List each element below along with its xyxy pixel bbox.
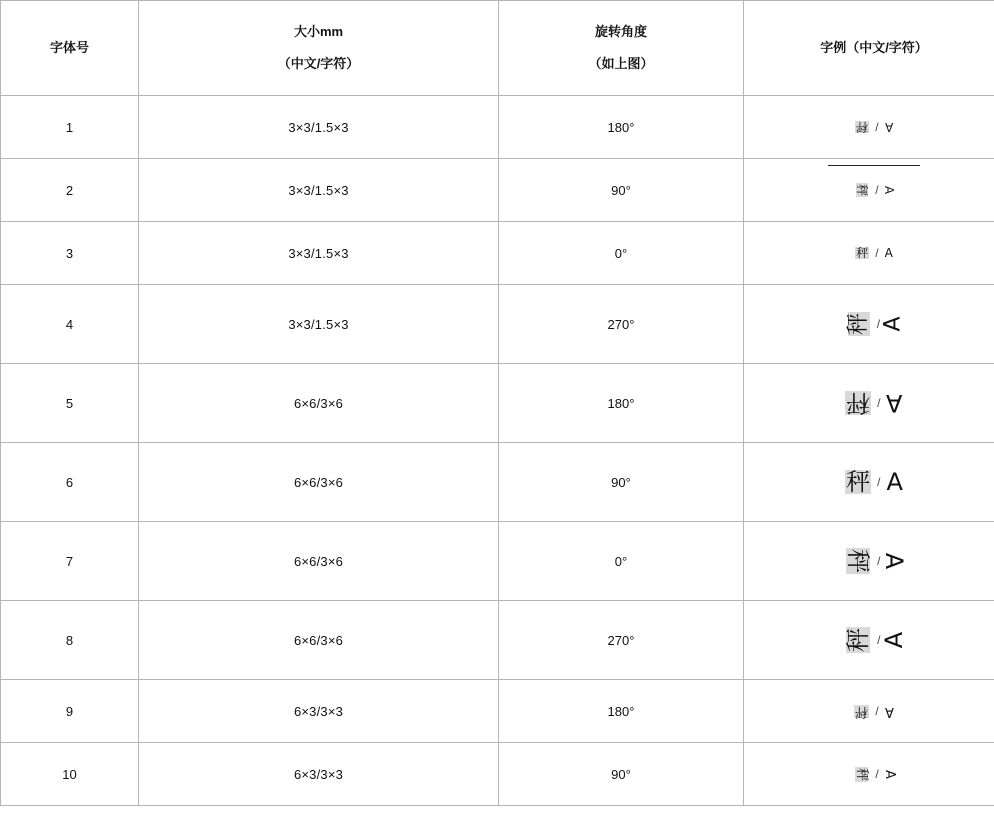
sample-latin-glyph: A <box>880 631 909 649</box>
cell-rotation-angle: 90° <box>499 159 744 222</box>
cell-size: 6×6/3×6 <box>139 364 499 443</box>
cell-font-id: 4 <box>1 285 139 364</box>
cell-sample <box>744 601 994 680</box>
sample-latin-glyph: A <box>880 316 906 332</box>
sample-latin-glyph: A <box>880 552 909 570</box>
cell-font-id: 7 <box>1 522 139 601</box>
cell-font-id: 3 <box>1 222 139 285</box>
sample-separator: / <box>877 396 881 410</box>
sample-chinese-glyph: 秤 <box>855 183 870 197</box>
cell-rotation-angle: 90° <box>499 443 744 522</box>
column-header-font-id <box>1 1 139 96</box>
cell-rotation-angle: 270° <box>499 601 744 680</box>
cell-rotation-angle: 90° <box>499 743 744 806</box>
table-row <box>1 443 994 522</box>
cell-font-id: 10 <box>1 743 139 806</box>
column-header-font-id-line1: 字体号 <box>49 40 89 55</box>
cell-rotation-angle: 0° <box>499 522 744 601</box>
cell-font-id: 8 <box>1 601 139 680</box>
sample-latin-glyph: A <box>886 389 903 417</box>
cell-size: 3×3/1.5×3 <box>139 96 499 159</box>
sample-latin-glyph: A <box>881 185 896 195</box>
cell-size: 3×3/1.5×3 <box>139 285 499 364</box>
column-header-rotation <box>499 1 744 96</box>
sample-separator: / <box>877 554 881 568</box>
sample-separator: / <box>877 633 881 647</box>
table-body <box>1 96 994 806</box>
cell-font-id: 6 <box>1 443 139 522</box>
sample-chinese-glyph: 秤 <box>846 468 871 496</box>
cell-size: 6×6/3×6 <box>139 601 499 680</box>
sample-separator: / <box>875 767 879 781</box>
cell-size: 6×6/3×6 <box>139 443 499 522</box>
cell-sample <box>744 159 994 222</box>
sample-separator: / <box>877 475 881 489</box>
sample-chinese-glyph: 秤 <box>844 549 873 573</box>
cell-sample <box>744 222 994 285</box>
cell-size: 6×6/3×6 <box>139 522 499 601</box>
sample-latin-glyph: A <box>881 769 897 779</box>
sample-preview <box>744 743 994 805</box>
sample-latin-glyph: A <box>884 120 893 134</box>
cell-sample <box>744 285 994 364</box>
sample-separator: / <box>876 317 881 331</box>
sample-preview <box>744 443 994 521</box>
table-row <box>1 680 994 743</box>
column-header-size <box>139 1 499 96</box>
sample-preview <box>744 222 994 284</box>
table-row <box>1 285 994 364</box>
column-header-sample <box>744 1 994 96</box>
sample-baseline-rule <box>828 165 920 166</box>
sample-separator: / <box>875 704 879 718</box>
sample-chinese-glyph: 秤 <box>855 703 869 719</box>
sample-preview <box>744 159 994 221</box>
cell-sample <box>744 364 994 443</box>
column-header-rotation-line1: 旋转角度 <box>594 24 647 39</box>
cell-font-id: 5 <box>1 364 139 443</box>
table-row <box>1 743 994 806</box>
sample-preview <box>744 364 994 442</box>
sample-chinese-glyph: 秤 <box>854 767 870 781</box>
column-header-size-line1: 大小mm <box>293 24 344 39</box>
column-header-sample-line1: 字例（中文/字符） <box>820 40 928 55</box>
table-header <box>1 1 994 96</box>
cell-sample <box>744 443 994 522</box>
column-header-size-line2: （中文/字符） <box>277 56 360 71</box>
cell-size: 3×3/1.5×3 <box>139 222 499 285</box>
cell-rotation-angle: 0° <box>499 222 744 285</box>
table-row <box>1 364 994 443</box>
sample-chinese-glyph: 秤 <box>856 246 869 260</box>
cell-size: 3×3/1.5×3 <box>139 159 499 222</box>
sample-chinese-glyph: 秤 <box>856 120 869 134</box>
table-row <box>1 601 994 680</box>
cell-sample <box>744 96 994 159</box>
cell-sample <box>744 680 994 743</box>
sample-chinese-glyph: 秤 <box>846 389 871 417</box>
cell-font-id: 9 <box>1 680 139 743</box>
cell-font-id: 2 <box>1 159 139 222</box>
cell-size: 6×3/3×3 <box>139 743 499 806</box>
cell-sample <box>744 743 994 806</box>
sample-latin-glyph: A <box>886 468 903 496</box>
cell-rotation-angle: 180° <box>499 680 744 743</box>
cell-font-id: 1 <box>1 96 139 159</box>
sample-separator: / <box>875 246 879 260</box>
table-row <box>1 222 994 285</box>
cell-sample <box>744 522 994 601</box>
cell-size: 6×3/3×3 <box>139 680 499 743</box>
sample-chinese-glyph: 秤 <box>844 628 873 652</box>
sample-preview <box>744 285 994 363</box>
sample-separator: / <box>875 120 879 134</box>
table-header-row <box>1 1 994 96</box>
sample-latin-glyph: A <box>884 246 893 260</box>
column-header-rotation-line2: （如上图） <box>588 56 654 71</box>
table-row <box>1 159 994 222</box>
table-row <box>1 96 994 159</box>
table-row <box>1 522 994 601</box>
cell-rotation-angle: 270° <box>499 285 744 364</box>
sample-preview <box>744 601 994 679</box>
sample-separator: / <box>875 183 879 197</box>
sample-latin-glyph: A <box>884 703 894 719</box>
sample-chinese-glyph: 秤 <box>845 312 871 336</box>
sample-preview <box>744 522 994 600</box>
sample-preview <box>744 96 994 158</box>
cell-rotation-angle: 180° <box>499 96 744 159</box>
sample-preview <box>744 680 994 742</box>
cell-rotation-angle: 180° <box>499 364 744 443</box>
